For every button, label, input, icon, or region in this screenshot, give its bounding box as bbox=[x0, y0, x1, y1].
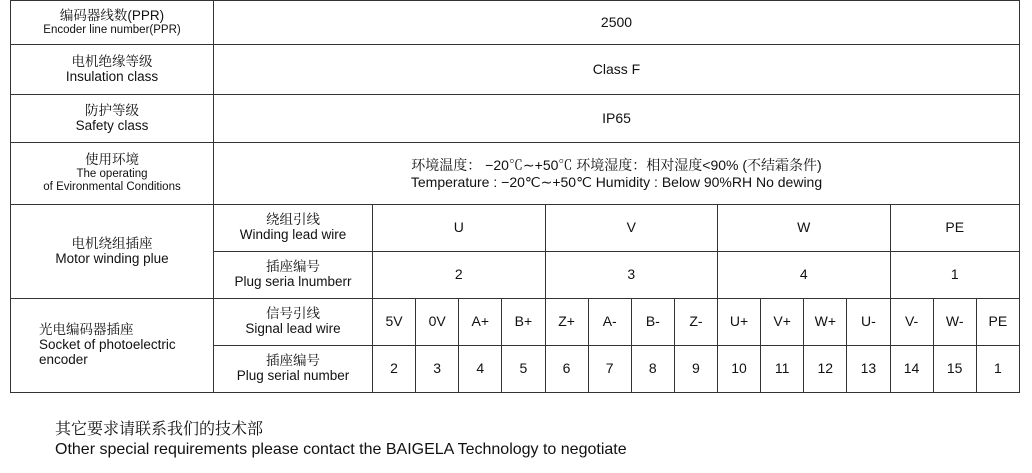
signal-cell: B- bbox=[631, 299, 674, 346]
encoder-socket-label bbox=[11, 299, 214, 393]
ppr-label-zh: 编码器线数(PPR) bbox=[59, 7, 165, 23]
winding-plug-label-en: Plug seria lnumberr bbox=[234, 274, 352, 289]
winding-plug-cell: 1 bbox=[890, 252, 1020, 299]
signal-cell: A- bbox=[588, 299, 631, 346]
encoder-plug-cell: 9 bbox=[674, 346, 717, 393]
encoder-plug-cell: 8 bbox=[631, 346, 674, 393]
environment-value-zh: 环境温度： −20℃∼+50℃ 环境湿度：相对湿度<90% (不结霜条件) bbox=[411, 157, 822, 174]
winding-wire-cell: U bbox=[373, 205, 546, 252]
encoder-plug-cell: 14 bbox=[890, 346, 933, 393]
signal-wire-label bbox=[214, 299, 373, 346]
insulation-value: Class F bbox=[214, 45, 1020, 95]
encoder-socket-label-en1: Socket of photoelectric bbox=[39, 337, 176, 353]
safety-label-en: Safety class bbox=[75, 117, 149, 133]
signal-cell: U+ bbox=[718, 299, 761, 346]
ppr-label-en: Encoder line number(PPR) bbox=[43, 23, 181, 36]
winding-plug-label-zh: 插座编号 bbox=[266, 259, 320, 275]
ppr-row bbox=[11, 1, 1020, 45]
motor-winding-label bbox=[11, 205, 214, 299]
encoder-socket-label-en2: encoder bbox=[39, 351, 88, 367]
environment-label-zh: 使用环境 bbox=[85, 152, 139, 168]
encoder-plug-cell: 4 bbox=[459, 346, 502, 393]
winding-plug-label bbox=[214, 252, 373, 299]
insulation-label bbox=[11, 45, 214, 95]
winding-wire-cell: V bbox=[545, 205, 718, 252]
motor-winding-label-zh: 电机绕组插座 bbox=[71, 235, 153, 251]
environment-label bbox=[11, 143, 214, 205]
ppr-value: 2500 bbox=[214, 1, 1020, 45]
winding-wire-label-en: Winding lead wire bbox=[239, 227, 347, 242]
encoder-plug-cell: 11 bbox=[761, 346, 804, 393]
signal-cell: V+ bbox=[761, 299, 804, 346]
insulation-label-zh: 电机绝缘等级 bbox=[71, 53, 153, 69]
encoder-plug-cell: 7 bbox=[588, 346, 631, 393]
motor-winding-label-en: Motor winding plue bbox=[55, 250, 169, 266]
signal-cell: 0V bbox=[416, 299, 459, 346]
encoder-plug-label bbox=[214, 346, 373, 393]
winding-wire-cell: W bbox=[718, 205, 891, 252]
ppr-label bbox=[11, 1, 214, 45]
encoder-plug-cell: 5 bbox=[502, 346, 545, 393]
encoder-plug-cell: 10 bbox=[718, 346, 761, 393]
environment-label-en1: The operating bbox=[76, 168, 148, 181]
environment-label-en2: of Evironmental Conditions bbox=[43, 180, 181, 193]
environment-value bbox=[214, 143, 1020, 205]
winding-wire-row bbox=[11, 205, 1020, 252]
signal-cell: Z+ bbox=[545, 299, 588, 346]
signal-cell: 5V bbox=[373, 299, 416, 346]
safety-value: IP65 bbox=[214, 95, 1020, 143]
signal-cell: B+ bbox=[502, 299, 545, 346]
insulation-row bbox=[11, 45, 1020, 95]
signal-cell: V- bbox=[890, 299, 933, 346]
winding-wire-label-zh: 绕组引线 bbox=[266, 212, 320, 228]
winding-plug-cell: 2 bbox=[373, 252, 546, 299]
winding-plug-cell: 4 bbox=[718, 252, 891, 299]
safety-label-zh: 防护等级 bbox=[85, 102, 139, 118]
encoder-plug-cell: 15 bbox=[933, 346, 976, 393]
encoder-plug-cell: 2 bbox=[373, 346, 416, 393]
signal-cell: Z- bbox=[674, 299, 717, 346]
environment-value-en: Temperature : −20℃∼+50℃ Humidity : Below 90%RH No dewing bbox=[410, 173, 823, 190]
encoder-plug-cell: 3 bbox=[416, 346, 459, 393]
footer-note-en: Other special requirements please contact the BAIGELA Technology to negotiate bbox=[55, 441, 627, 458]
footer-note-zh: 其它要求请联系我们的技术部 bbox=[55, 421, 264, 438]
safety-row bbox=[11, 95, 1020, 143]
encoder-plug-label-zh: 插座编号 bbox=[266, 353, 320, 369]
safety-label bbox=[11, 95, 214, 143]
encoder-plug-cell: 12 bbox=[804, 346, 847, 393]
footer-note bbox=[55, 420, 627, 460]
encoder-plug-cell: 1 bbox=[976, 346, 1019, 393]
signal-cell: W- bbox=[933, 299, 976, 346]
environment-row bbox=[11, 143, 1020, 205]
winding-wire-label bbox=[214, 205, 373, 252]
encoder-plug-cell: 6 bbox=[545, 346, 588, 393]
spec-table bbox=[10, 0, 1020, 393]
signal-cell: PE bbox=[976, 299, 1019, 346]
signal-wire-label-en: Signal lead wire bbox=[245, 321, 341, 336]
signal-cell: W+ bbox=[804, 299, 847, 346]
encoder-plug-cell: 13 bbox=[847, 346, 890, 393]
insulation-label-en: Insulation class bbox=[65, 68, 159, 84]
encoder-signal-row bbox=[11, 299, 1020, 346]
encoder-socket-label-zh: 光电编码器插座 bbox=[39, 322, 134, 338]
signal-wire-label-zh: 信号引线 bbox=[266, 306, 320, 322]
signal-cell: U- bbox=[847, 299, 890, 346]
winding-plug-cell: 3 bbox=[545, 252, 718, 299]
winding-wire-cell: PE bbox=[890, 205, 1020, 252]
signal-cell: A+ bbox=[459, 299, 502, 346]
encoder-plug-label-en: Plug serial number bbox=[236, 368, 350, 383]
